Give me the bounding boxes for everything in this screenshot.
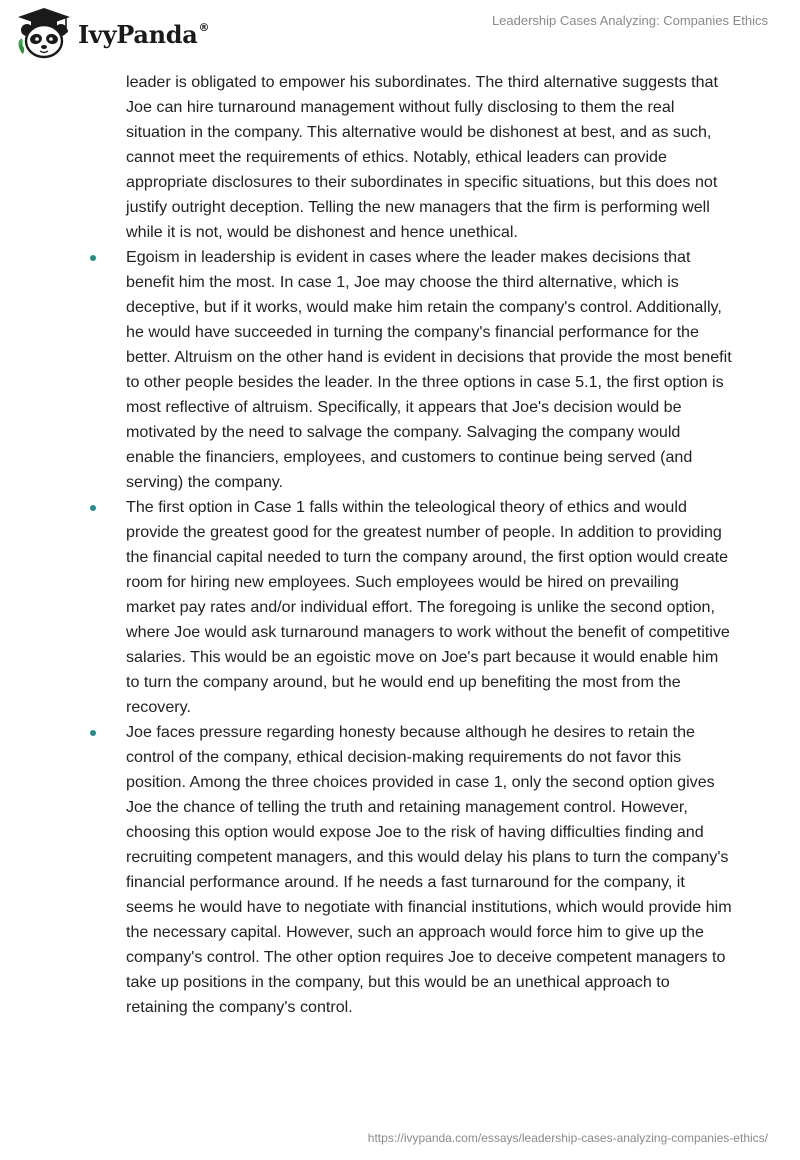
list-item [126,720,732,1020]
brand-logo[interactable] [14,6,209,60]
source-url[interactable]: https://ivypanda.com/essays/leadership-cases-analyzing-companies-ethics/ [367,1131,768,1145]
list-item [126,245,732,495]
brand-name: IvyPanda® [78,19,210,49]
page-header [0,0,800,70]
essay-body [0,70,800,1020]
bullet-icon [90,505,96,511]
list-item-text: Joe faces pressure regarding honesty because although he desires to retain the control of the company, ethical decision-making requirements do not favor this position. Among the three choices provided in case 1, only the second option gives Joe the chance of telling the truth and retaining management control. However, choosing this option would expose Joe to the risk of having difficulties finding and recruiting competent managers, and this would delay his plans to turn the company's financial performance around. If he needs a fast turnaround for the company, it seems he would have to negotiate with financial institutions, which would provide him the necessary capital. However, such an approach would force him to give up the company's control. The other option requires Joe to deceive competent managers to take up positions in the company, but this would be an unethical approach to retaining the company's control. [126,723,732,1016]
bullet-icon [90,255,96,261]
intro-paragraph: leader is obligated to empower his subordinates. The third alternative suggests that Joe can hire turnaround management without fully disclosing to them the real situation in the company. This alternative would be dishonest at best, and as such, cannot meet the requirements of ethics. Notably, ethical leaders can provide appropriate disclosures to their subordinates in specific situations, but this does not justify outright deception. Telling the new managers that the firm is performing well while it is not, would be dishonest and hence unethical. [126,73,718,241]
registered-mark: ® [198,20,210,34]
bullet-icon [90,730,96,736]
panda-graduate-icon [14,6,74,60]
document-title: Leadership Cases Analyzing: Companies Ethics [491,13,768,28]
list-item [126,495,732,720]
list-item-text: Egoism in leadership is evident in cases where the leader makes decisions that benefit him the most. In case 1, Joe may choose the third alternative, which is deceptive, but if it works, would make him retain the company's control. Additionally, he would have succeeded in turning the company's financial performance for the better. Altruism on the other hand is evident in decisions that provide the most benefit to other people besides the leader. In the three options in case 5.1, the first option is most reflective of altruism. Specifically, it appears that Joe's decision would be motivated by the need to salvage the company. Salvaging the company would enable the financiers, employees, and customers to continue being served (and serving) the company. [126,248,732,491]
list-item-text: The first option in Case 1 falls within the teleological theory of ethics and would provide the greatest good for the greatest number of people. In addition to providing the financial capital needed to turn the company around, the first option would create room for hiring new employees. Such employees would be hired on prevailing market pay rates and/or individual effort. The foregoing is unlike the second option, where Joe would ask turnaround managers to work without the benefit of competitive salaries. This would be an egoistic move on Joe's part because it would enable him to turn the company around, but he would end up benefiting the most from the recovery. [126,498,730,716]
